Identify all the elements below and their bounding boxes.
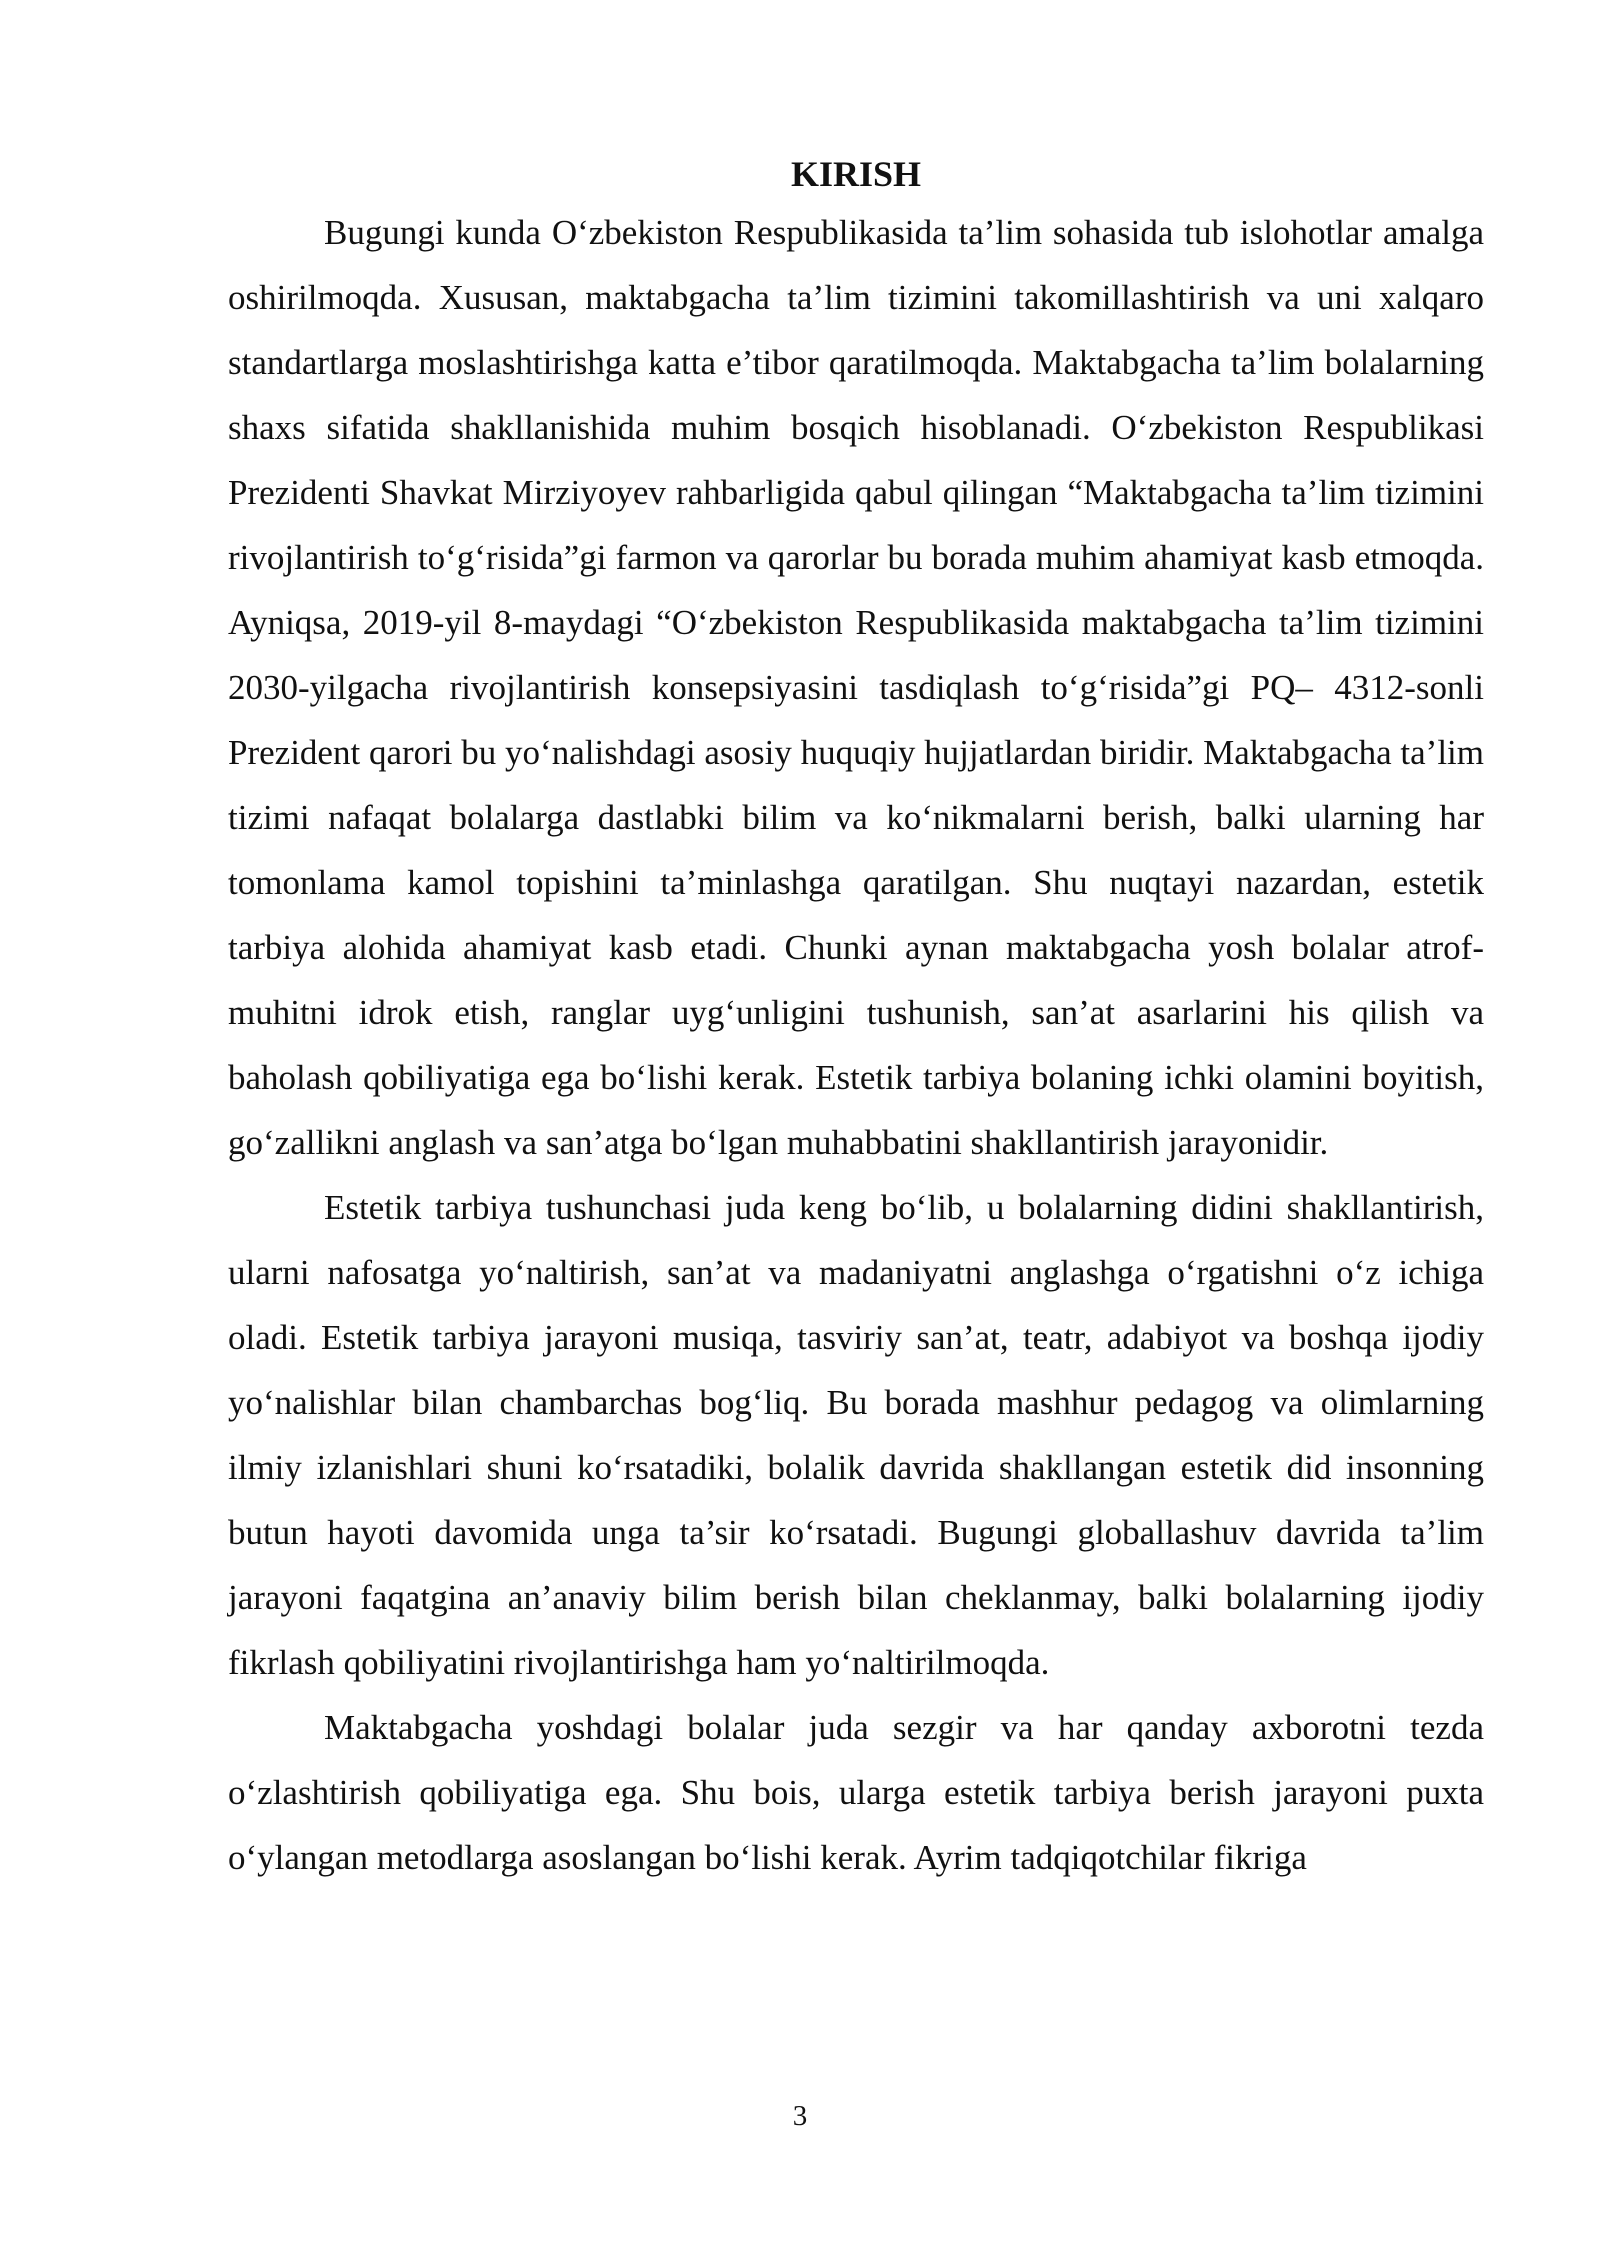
paragraph-1: Bugungi kunda O‘zbekiston Respublikasida ta’lim sohasida tub islohotlar amalga oshirilmoqda. Xususan, maktabgacha ta’lim tizimini takomillashtirish va uni xalqaro standartlarga moslashtirishga katta e’tibor qaratilmoqda. Maktabgacha ta’lim bolalarning shaxs sifatida shakllanishida muhim bosqich hisoblanadi. O‘zbekiston Respublikasi Prezidenti Shavkat Mirziyoyev rahbarligida qabul qilingan “Maktabgacha ta’lim tizimini rivojlantirish to‘g‘risida”gi farmon va qarorlar bu borada muhim ahamiyat kasb etmoqda. Ayniqsa, 2019-yil 8-maydagi “O‘zbekiston Respublikasida maktabgacha ta’lim tizimini 2030-yilgacha rivojlantirish konsepsiyasini tasdiqlash to‘g‘risida”gi PQ– 4312-sonli Prezident qarori bu yo‘nalishdagi asosiy huquqiy hujjatlardan biridir. Maktabgacha ta’lim tizimi nafaqat bolalarga dastlabki bilim va ko‘nikmalarni berish, balki ularning har tomonlama kamol topishini ta’minlashga qaratilgan. Shu nuqtayi nazardan, estetik tarbiya alohida ahamiyat kasb etadi. Chunki aynan maktabgacha yosh bolalar atrof-muhitni idrok etish, ranglar uyg‘unligini tushunish, san’at asarlarini his qilish va baholash qobiliyatiga ega bo‘lishi kerak. Estetik tarbiya bolaning ichki olamini boyitish, go‘zallikni anglash va san’atga bo‘lgan muhabbatini shakllantirish jarayonidir. — [228, 213, 1484, 1162]
document-page — [228, 150, 1484, 1890]
page-number: 3 — [792, 2100, 808, 2132]
paragraph-3: Maktabgacha yoshdagi bolalar juda sezgir va har qanday axborotni tezda o‘zlashtirish qobiliyatiga ega. Shu bois, ularga estetik tarbiya berish jarayoni puxta o‘ylangan metodlarga asoslangan bo‘lishi kerak. Ayrim tadqiqotchilar fikriga — [228, 1708, 1484, 1877]
page-title: KIRISH — [790, 154, 922, 194]
paragraph-2: Estetik tarbiya tushunchasi juda keng bo‘lib, u bolalarning didini shakllantirish, ularni nafosatga yo‘naltirish, san’at va madaniyatni anglashga o‘rgatishni o‘z ichiga oladi. Estetik tarbiya jarayoni musiqa, tasviriy san’at, teatr, adabiyot va boshqa ijodiy yo‘nalishlar bilan chambarchas bog‘liq. Bu borada mashhur pedagog va olimlarning ilmiy izlanishlari shuni ko‘rsatadiki, bolalik davrida shakllangan estetik did insonning butun hayoti davomida unga ta’sir ko‘rsatadi. Bugungi globallashuv davrida ta’lim jarayoni faqatgina an’anaviy bilim berish bilan cheklanmay, balki bolalarning ijodiy fikrlash qobiliyatini rivojlantirishga ham yo‘naltirilmoqda. — [228, 1188, 1484, 1682]
